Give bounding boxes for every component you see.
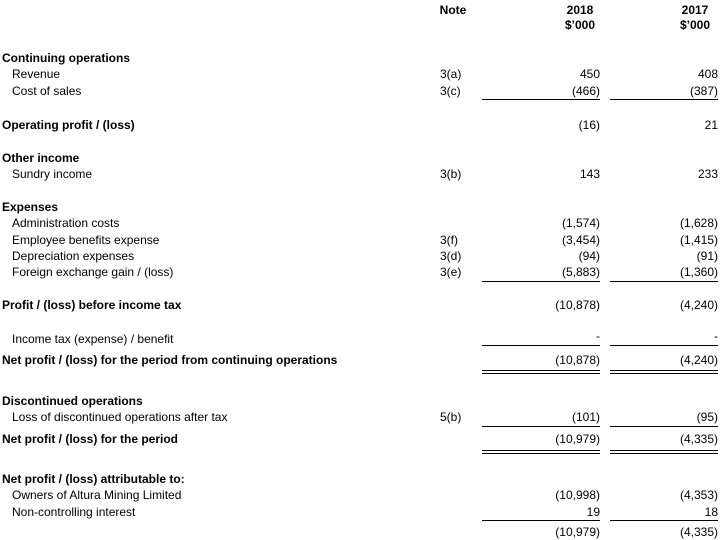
admin-costs-2017: (1,628) xyxy=(679,216,718,230)
net-profit-period-label: Net profit / (loss) for the period xyxy=(2,432,178,446)
unit-2017-header: $’000 xyxy=(679,18,711,32)
cost-of-sales-note: 3(c) xyxy=(440,84,461,98)
section-continuing-operations: Continuing operations xyxy=(2,51,130,65)
admin-costs-2018: (1,574) xyxy=(561,216,600,230)
loss-discontinued-2017: (95) xyxy=(696,410,718,424)
net-profit-continuing-2017: (4,240) xyxy=(679,353,718,367)
loss-discontinued-2018: (101) xyxy=(571,410,600,424)
section-expenses: Expenses xyxy=(2,200,59,214)
loss-discontinued-label: Loss of discontinued operations after tax xyxy=(12,410,228,424)
subtotal-line-2017 xyxy=(610,345,718,346)
employee-benefits-label: Employee benefits expense xyxy=(12,233,160,247)
depreciation-note: 3(d) xyxy=(440,249,462,263)
fx-gain-loss-note: 3(e) xyxy=(440,265,462,279)
section-attributable-to: Net profit / (loss) attributable to: xyxy=(2,472,185,486)
income-tax-2017: - xyxy=(714,329,718,343)
year-2018-header: 2018 xyxy=(566,3,594,17)
profit-before-tax-2018: (10,878) xyxy=(555,298,600,312)
owners-2018: (10,998) xyxy=(555,488,600,502)
subtotal-line-2017 xyxy=(610,99,718,100)
employee-benefits-note: 3(f) xyxy=(440,233,458,247)
depreciation-label: Depreciation expenses xyxy=(12,249,135,263)
subtotal-line-2018 xyxy=(482,426,600,427)
subtotal-line-2018 xyxy=(482,99,600,100)
subtotal-line-2017 xyxy=(610,520,718,521)
fx-gain-loss-2017: (1,360) xyxy=(679,265,718,279)
net-profit-continuing-label: Net profit / (loss) for the period from continuing operations xyxy=(2,353,338,367)
total-double-line-2017 xyxy=(610,450,718,454)
total-double-line-2017 xyxy=(610,370,718,374)
nci-label: Non-controlling interest xyxy=(12,505,136,519)
operating-profit-2017: 21 xyxy=(704,118,718,132)
section-discontinued-operations: Discontinued operations xyxy=(2,394,143,408)
fx-gain-loss-2018: (5,883) xyxy=(561,265,600,279)
subtotal-line-2018 xyxy=(482,345,600,346)
total-double-line-2018 xyxy=(482,370,600,374)
subtotal-line-2018 xyxy=(482,520,600,521)
revenue-2018: 450 xyxy=(579,67,600,81)
owners-2017: (4,353) xyxy=(679,488,718,502)
total-2017: (4,335) xyxy=(679,525,718,539)
cost-of-sales-2017: (387) xyxy=(689,84,718,98)
total-double-line-2018 xyxy=(482,450,600,454)
net-profit-period-2018: (10,979) xyxy=(555,432,600,446)
sundry-income-label: Sundry income xyxy=(12,167,93,181)
net-profit-continuing-2018: (10,878) xyxy=(555,353,600,367)
profit-before-tax-2017: (4,240) xyxy=(679,298,718,312)
net-profit-period-2017: (4,335) xyxy=(679,432,718,446)
sundry-income-note: 3(b) xyxy=(440,167,462,181)
sundry-income-2018: 143 xyxy=(579,167,600,181)
cost-of-sales-label: Cost of sales xyxy=(12,84,82,98)
subtotal-line-2017 xyxy=(610,426,718,427)
nci-2018: 19 xyxy=(586,505,600,519)
income-tax-label: Income tax (expense) / benefit xyxy=(12,332,174,346)
nci-2017: 18 xyxy=(704,505,718,519)
owners-label: Owners of Altura Mining Limited xyxy=(12,488,182,502)
depreciation-2017: (91) xyxy=(696,249,718,263)
subtotal-line-2018 xyxy=(482,281,600,282)
year-2017-header: 2017 xyxy=(681,3,709,17)
revenue-2017: 408 xyxy=(697,67,718,81)
subtotal-line-2017 xyxy=(610,281,718,282)
profit-before-tax-label: Profit / (loss) before income tax xyxy=(2,298,182,312)
depreciation-2018: (94) xyxy=(578,249,600,263)
sundry-income-2017: 233 xyxy=(697,167,718,181)
income-tax-2018: - xyxy=(596,329,600,343)
fx-gain-loss-label: Foreign exchange gain / (loss) xyxy=(12,265,174,279)
admin-costs-label: Administration costs xyxy=(12,216,120,230)
revenue-note: 3(a) xyxy=(440,67,462,81)
total-2018: (10,979) xyxy=(555,525,600,539)
section-other-income: Other income xyxy=(2,151,80,165)
unit-2018-header: $’000 xyxy=(564,18,596,32)
cost-of-sales-2018: (466) xyxy=(571,84,600,98)
note-column-header: Note xyxy=(439,3,467,17)
loss-discontinued-note: 5(b) xyxy=(440,410,462,424)
operating-profit-2018: (16) xyxy=(578,118,600,132)
revenue-label: Revenue xyxy=(12,67,61,81)
employee-benefits-2017: (1,415) xyxy=(679,233,718,247)
employee-benefits-2018: (3,454) xyxy=(561,233,600,247)
operating-profit-label: Operating profit / (loss) xyxy=(2,118,135,132)
